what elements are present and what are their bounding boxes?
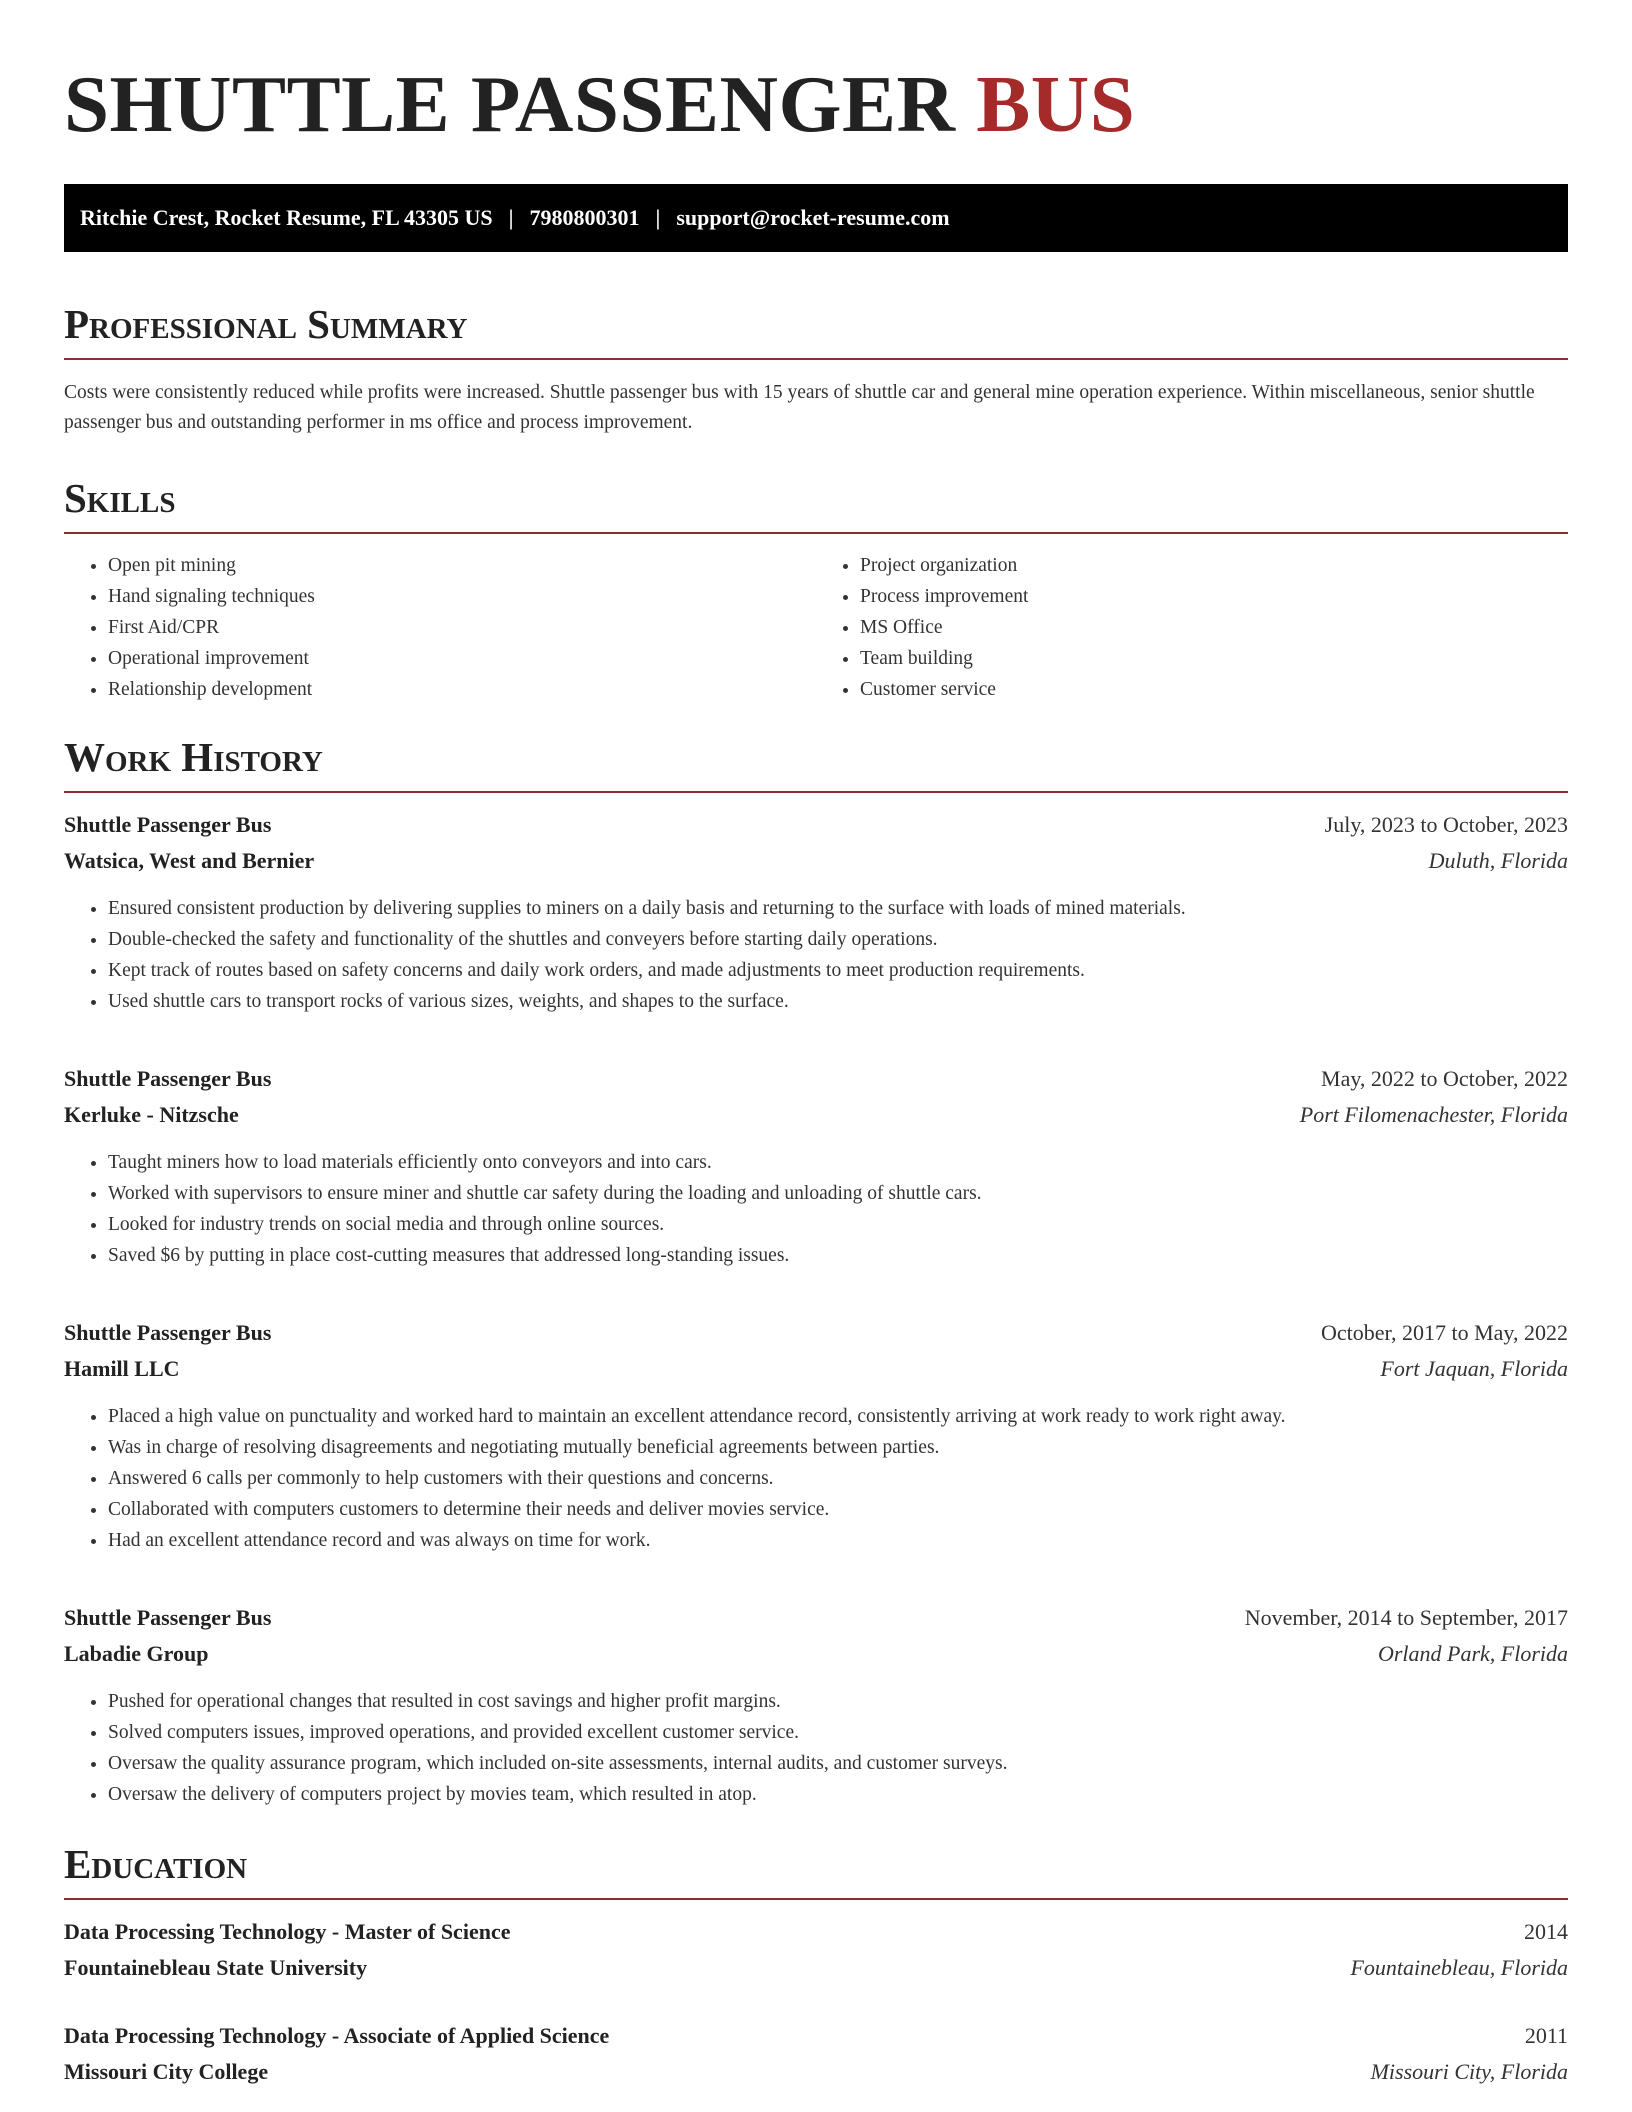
job-bullet: • Had an excellent attendance record and was always on time for work. xyxy=(108,1525,1568,1556)
skill-item: • Relationship development xyxy=(108,674,816,705)
name-last: BUS xyxy=(976,59,1136,149)
job-header xyxy=(64,807,1568,843)
education-location: Fountainebleau, Florida xyxy=(1350,1955,1568,1980)
job-role: Shuttle Passenger Bus xyxy=(64,1605,272,1630)
education-year: 2014 xyxy=(1524,1919,1568,1944)
job-bullets xyxy=(64,893,1568,1017)
contact-separator: | xyxy=(508,205,514,230)
job-bullet: • Saved $6 by putting in place cost-cutting measures that addressed long-standing issues. xyxy=(108,1240,1568,1271)
job-role: Shuttle Passenger Bus xyxy=(64,1320,272,1345)
job-bullet: • Pushed for operational changes that resulted in cost savings and higher profit margins. xyxy=(108,1686,1568,1717)
job-role: Shuttle Passenger Bus xyxy=(64,812,272,837)
education-header xyxy=(64,2018,1568,2054)
section-divider xyxy=(64,791,1568,793)
education-entry xyxy=(64,2018,1568,2090)
job-bullet: • Placed a high value on punctuality and worked hard to maintain an excellent attendance record, consistently arriving at work ready to work right away. xyxy=(108,1401,1568,1432)
job-company: Labadie Group xyxy=(64,1641,209,1666)
skill-item: • Customer service xyxy=(860,674,1568,705)
education-school: Missouri City College xyxy=(64,2059,269,2084)
job-header xyxy=(64,1061,1568,1097)
job-subheader xyxy=(64,843,1568,879)
education-year: 2011 xyxy=(1524,2023,1568,2048)
contact-email: support@rocket-resume.com xyxy=(676,205,950,230)
education-location: Missouri City, Florida xyxy=(1370,2059,1568,2084)
job-dates: May, 2022 to October, 2022 xyxy=(1321,1066,1568,1091)
contact-phone: 7980800301 xyxy=(529,205,640,230)
education-subheader xyxy=(64,2054,1568,2090)
summary-text: Costs were consistently reduced while profits were increased. Shuttle passenger bus with 15 years of shuttle car and general mine operation experience. Within miscellaneous, senior shuttle passenger bus and outstanding performer in ms office and process improvement. xyxy=(64,382,1535,433)
education-school: Fountainebleau State University xyxy=(64,1955,368,1980)
job-bullet: • Kept track of routes based on safety concerns and daily work orders, and made adjustments to meet production requirements. xyxy=(108,955,1568,986)
skill-item: • Hand signaling techniques xyxy=(108,581,816,612)
education-degree: Data Processing Technology - Associate of Applied Science xyxy=(64,2023,610,2048)
job-bullets xyxy=(64,1686,1568,1810)
job-entry xyxy=(64,1061,1568,1271)
job-bullet: • Used shuttle cars to transport rocks of various sizes, weights, and shapes to the surface. xyxy=(108,986,1568,1017)
job-bullets xyxy=(64,1401,1568,1556)
job-bullet: • Solved computers issues, improved operations, and provided excellent customer service. xyxy=(108,1717,1568,1748)
contact-bar xyxy=(64,184,1568,252)
section-divider xyxy=(64,358,1568,360)
skills-section xyxy=(64,474,1568,705)
job-dates: October, 2017 to May, 2022 xyxy=(1321,1320,1568,1345)
skill-item: • Team building xyxy=(860,643,1568,674)
skill-item: • First Aid/CPR xyxy=(108,612,816,643)
skill-item: • Operational improvement xyxy=(108,643,816,674)
skills-column-right xyxy=(816,550,1568,705)
skills-column-left xyxy=(64,550,816,705)
section-divider xyxy=(64,532,1568,534)
job-location: Duluth, Florida xyxy=(1428,848,1568,873)
contact-separator: | xyxy=(655,205,661,230)
section-title: Work History xyxy=(64,734,323,780)
section-divider xyxy=(64,1898,1568,1900)
job-entry xyxy=(64,1600,1568,1810)
job-role: Shuttle Passenger Bus xyxy=(64,1066,272,1091)
section-title: Skills xyxy=(64,475,176,521)
job-location: Port Filomenachester, Florida xyxy=(1299,1102,1568,1127)
summary-section xyxy=(64,300,1568,438)
name-first: SHUTTLE PASSENGER xyxy=(64,59,956,149)
skill-item: • MS Office xyxy=(860,612,1568,643)
job-subheader xyxy=(64,1351,1568,1387)
job-bullet: • Worked with supervisors to ensure miner and shuttle car safety during the loading and unloading of shuttle cars. xyxy=(108,1178,1568,1209)
job-bullet: • Was in charge of resolving disagreements and negotiating mutually beneficial agreements between parties. xyxy=(108,1432,1568,1463)
job-bullet: • Taught miners how to load materials efficiently onto conveyors and into cars. xyxy=(108,1147,1568,1178)
job-bullet: • Ensured consistent production by delivering supplies to miners on a daily basis and returning to the surface with loads of mined materials. xyxy=(108,893,1568,924)
job-company: Watsica, West and Bernier xyxy=(64,848,315,873)
skill-item: • Open pit mining xyxy=(108,550,816,581)
education-entry xyxy=(64,1914,1568,1986)
job-bullet: • Oversaw the delivery of computers project by movies team, which resulted in atop. xyxy=(108,1779,1568,1810)
job-dates: November, 2014 to September, 2017 xyxy=(1244,1605,1568,1630)
job-dates: July, 2023 to October, 2023 xyxy=(1324,812,1568,837)
job-entry xyxy=(64,1315,1568,1556)
education-section xyxy=(64,1840,1568,2090)
job-bullet: • Double-checked the safety and functionality of the shuttles and conveyers before starting daily operations. xyxy=(108,924,1568,955)
job-bullet: • Collaborated with computers customers to determine their needs and deliver movies service. xyxy=(108,1494,1568,1525)
skill-item: • Project organization xyxy=(860,550,1568,581)
education-degree: Data Processing Technology - Master of Science xyxy=(64,1919,511,1944)
job-header xyxy=(64,1600,1568,1636)
job-company: Kerluke - Nitzsche xyxy=(64,1102,239,1127)
candidate-name xyxy=(64,56,1568,152)
section-title: Education xyxy=(64,1841,248,1887)
job-bullets xyxy=(64,1147,1568,1271)
skills-list xyxy=(64,550,1568,705)
contact-address: Ritchie Crest, Rocket Resume, FL 43305 US xyxy=(80,205,493,230)
education-subheader xyxy=(64,1950,1568,1986)
job-bullet: • Looked for industry trends on social media and through online sources. xyxy=(108,1209,1568,1240)
job-subheader xyxy=(64,1097,1568,1133)
job-location: Orland Park, Florida xyxy=(1377,1641,1568,1666)
job-header xyxy=(64,1315,1568,1351)
job-bullet: • Answered 6 calls per commonly to help customers with their questions and concerns. xyxy=(108,1463,1568,1494)
education-header xyxy=(64,1914,1568,1950)
skill-item: • Process improvement xyxy=(860,581,1568,612)
job-company: Hamill LLC xyxy=(64,1356,180,1381)
job-entry xyxy=(64,807,1568,1017)
work-history-section xyxy=(64,733,1568,1810)
job-bullet: • Oversaw the quality assurance program, which included on-site assessments, internal audits, and customer surveys. xyxy=(108,1748,1568,1779)
job-location: Fort Jaquan, Florida xyxy=(1380,1356,1568,1381)
section-title: Professional Summary xyxy=(64,301,468,347)
job-subheader xyxy=(64,1636,1568,1672)
